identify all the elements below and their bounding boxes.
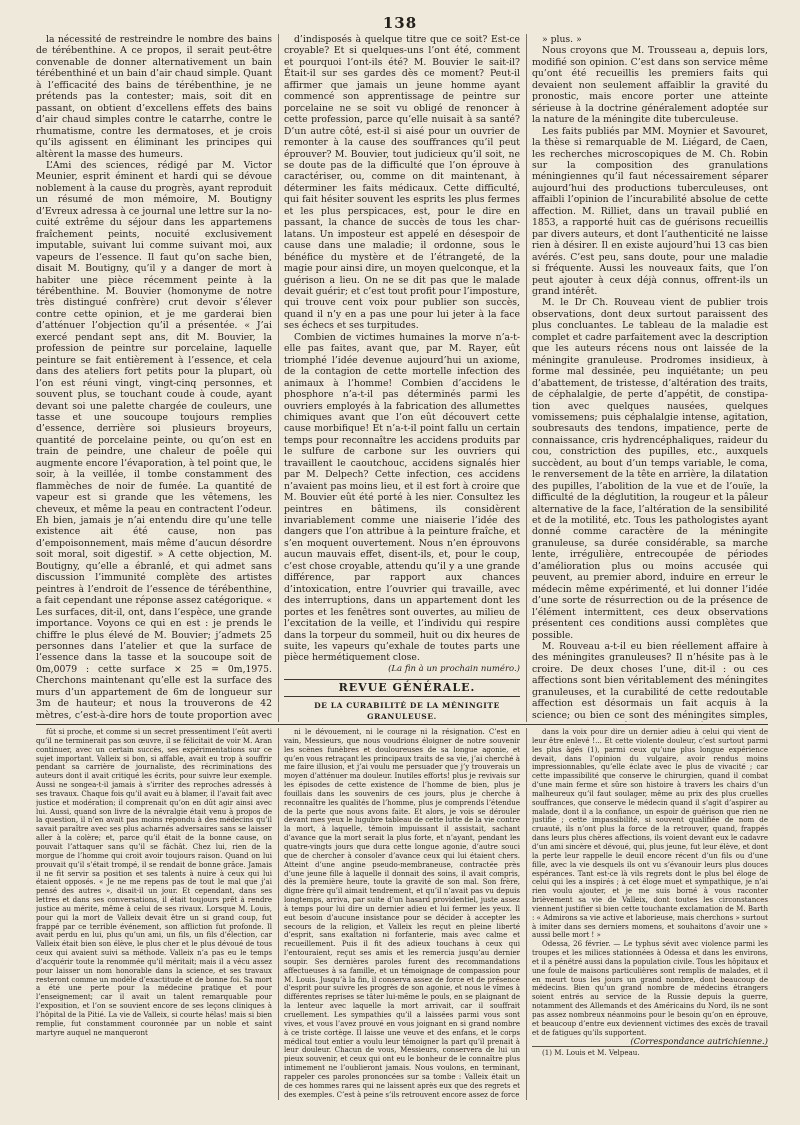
column-divider	[526, 34, 527, 722]
column-divider	[278, 34, 279, 722]
column-2	[284, 34, 520, 722]
section-subtitle: DE LA CURABILITÉ DE LA MÉNINGITE GRANULEUSE.	[314, 700, 500, 722]
section-title: REVUE GÉNÉRALE.	[338, 681, 476, 695]
paragraph: Combien de victimes humaines la morve n’a-t-elle pas faites, avant que, par M. Rayer, eût triomphé l’idée devenue aujourd’hui un axiome, de la contagion de cette mortelle infection des animaux à l’homme! Combien d’accidens le phosphore n’a-t-il pas déterminés parmi les ouvriers employés à la fabrication des allumettes chimiques avant que l’on eût découvert cette cause morbifique! Et n’a-t-il point fallu un certain temps pour reconnaître les accidens produits par le sulfure de carbone sur les ouvriers qui travaillent le caoutchouc, accidens signalés hier par M. Delpech? Cette infection, ces accidens n’avaient pas moins lieu, et il est fort à croire que M. Bouvier eût été porté à les nier. Consultez les peintres en bâtimens, ils considèrent invariablement comme une niaiserie l’idée des dangers que l’on attribue à la peinture fraîche, et s’en moquent ouvertement. Nous n’en éprouvons aucun mauvais effet, disent-ils, et, pour le coup, c’est chose croyable, attendu qu’il y a une grande différence, par rapport aux chances d’intoxication, entre l’ouvrier qui travaille, avec des interruptions, dans un appartement dont les portes et les fenêtres sont ouvertes, au milieu de l’excitation de la veille, et l’individu qui respire dans la torpeur du sommeil, huit ou dix heures de suite, les vapeurs qu’exhale de toutes parts une pièce hermétiquement close.	[284, 331, 520, 664]
paragraph: d’indisposés à quelque titre que ce soit? Est-ce croyable? Et si quelques-uns l’ont été, comment et pourquoi l’ont-ils été? M. Bouvier le sait-il? Était-il sur ses gardes dès ce moment? Peut-il affirmer que jamais un jeune homme ayant commencé son apprentissage de peintre sur porcelaine ne se soit vu obligé de renoncer à cette profession, parce qu’elle nuisait à sa santé? D’un autre côté, est-il si aisé pour un ouvrier de remonter à la cause des souffrances qu’il peut éprouver? M. Bouvier, tout judicieux qu’il soit, ne se doute pas de la difficulté que l’on éprouve à caractériser, ou, comme on dit maintenant, à déterminer les faits médicaux. Cette difficulté, qui fait hésiter souvent les esprits les plus fermes et les plus perspicaces, est, pour le dire en passant, la chance de succès de tous les charlatans. Un imposteur est appelé en désespoir de cause dans une maladie; il ordonne, sous le bénéfice du mystère et de l’étrangeté, de la magie pour ainsi dire, un moyen quelconque, et la guérison a lieu. On ne se dit pas que le malade devait guérir; et c’est tout profit pour l’imposture, qui trouve cent voix pour publier son succès, quand il n’y en a pas une pour lui jeter à la face ses échecs et ses turpitudes.	[284, 34, 520, 332]
page-number: 138	[382, 14, 418, 32]
paragraph: ni le dévouement, ni le courage ni la résignation. C’est en vain, Messieurs, que nous voudrions éloigner de notre souvenir les scènes funèbres et douloureuses de sa longue agonie, et qu’en vous retraçant les principaux traits de sa vie, j’ai cherché à me faire illusion, et j’ai voulu me persuader que j’y trouverais un moyen d’atténuer ma douleur. Inutiles efforts! plus je revivais sur les épisodes de cette existence de l’homme de bien, plus je fouillais dans les souvenirs de ces jours, plus je cherche à reconnaître les qualités de l’homme, plus je comprends l’étendue de la perte que nous avons faite. Et alors, je vois se dérouler devant mes yeux le lugubre tableau de cette lutte de la vie contre la mort, à laquelle, témoin impuissant il assistait, sachant d’avance que la mort serait la plus forte, et n’ayant, pendant les quatre-vingts jours que dura cette longue agonie, d’autre souci que de chercher à consoler d’avance ceux qui lui étaient chers. Atteint d’une angine pseudo-membraneuse, contractée près d’une jeune fille à laquelle il donnait des soins, il avait compris, dès la première heure, toute la gravité de son mal. Son frère, digne frère qu’il aimait tendrement, et qu’il n’avait pas vu depuis longtemps, arriva, par suite d’un hasard providentiel, juste assez à temps pour lui dire un dernier adieu et lui fermer les yeux. Il eut besoin d’aucune insistance pour se décider à accepter les secours de la religion, et Valleix les reçut en pleine liberté d’esprit, sans exaltation ni forfanterie, mais avec calme et recueillement. Puis il fit des adieux touchans à ceux qui l’entouraient, reçut ses amis et les remercia jusqu’au dernier soupir. Ses dernières paroles furent des recommandations affectueuses à sa famille, et un témoignage de compassion pour M. Louis. Jusqu’à la fin, il conserva assez de force et de présence d’esprit pour suivre les progrès de son agonie, et nous le vîmes à différentes reprises se tâter lui-même le pouls, en se plaignant de la lenteur avec laquelle la mort arrivait, car il souffrait cruellement. Les sympathies qu’il a laissées parmi vous sont vives, et vous l’avez prouvé en vous joignant en si grand nombre à ce triste cortège. Il laisse une veuve et des enfans, et le corps médical tout entier a voulu leur témoigner la part qu’il prenait à leur douleur. Chacun de vous, Messieurs, conservera de lui un pieux souvenir, et ceux qui ont eu le bonheur de le connaître plus intimement ne l’oublieront jamais. Nous voulons, en terminant, rappeler ces paroles prononcées sur sa tombe : Valleix était un de ces hommes rares qui ne laissent après eux que des regrets et des exemples. C’est à peine s’ils retrouvent encore assez de force	[284, 728, 520, 1099]
bottom-column-2	[284, 728, 520, 1100]
paragraph: » plus. »	[542, 34, 582, 45]
column-1	[36, 34, 272, 722]
paragraph: dans la voix pour dire un dernier adieu à celui qui vient de leur être enlevé !... Et cette violente douleur, c’est surtout parmi les plus âgés (1), parmi ceux qu’une plus longue expérience devait, dans l’opinion du vulgaire, avoir rendus moins impressionnables, qu’elle éclate avec le plus de vivacité ; car cette impassibilité que conserve le chirurgien, quand il combat d’une main ferme et sûre son histoire à travers les chairs d’un malheureux qu’il faut soulager, même au prix des plus cruelles souffrances, que conserve le médecin quand il s’agit d’aspirer au malade, dont il a la confiance, un espoir de guérison que rien ne justifie ; cette impassibilité, si souvent qualifiée de nom de cruauté, ils n’ont plus la force de la retrouver, quand, frappés dans leurs plus chères affections, ils voient devant eux le cadavre d’un ami sincère et dévoué, qui, plus jeune, fut leur élève, et dont la perte leur rappelle le deuil encore récent d’un fils ou d’une fille, avec la vie desquels ils ont vu s’évanouir leurs plus douces espérances. Tant est-ce là vils regrets dont le plus bel éloge de celui qui les a inspirés ; à cet éloge muet et sympathique, je n’ai rien voulu ajouter, et je me suis borné à vous raconter brièvement sa vie de Valleix, dont toutes les circonstances viennent justifier si bien cette touchante exclamation de M. Barth : « Admirons sa vie active et laborieuse, mais cherchons » surtout à imiter dans ses derniers momens, et souhaitons d’avoir une » aussi belle mort ! »	[532, 728, 768, 940]
section-divider	[36, 724, 768, 725]
paragraph: M. le Dr Ch. Rouveau vient de publier trois observations, dont deux surtout paraissent des plus concluantes. Le tableau de la maladie est complet et cadre parfaitement avec la description que les auteurs récens nous ont laissée de la méningite granuleuse. Prodromes insidieux, à forme mal dessinée, peu inquiétante; un peu d’abattement, de tristesse, d’altération des traits, de céphalalgie, de perte d’appétit, de constipation avec quelques nausées, quelques vomissemens; puis céphalalgie intense, agitation, soubresauts des tendons, impatience, perte de connaissance, cris hydrencéphaliques, raideur du cou, constriction des pupilles, etc., auxquels succèdent, au bout d’un temps variable, le coma, le renversement de la tête en arrière, la dilatation des pupilles, l’abolition de la vue et de l’ouïe, la difficulté de la déglutition, la rougeur et la pâleur alternative de la face, l’altération de la sensibilité et de la motilité, etc. Tous les pathologistes ayant donné comme caractère de la méningite granuleuse, sa durée considérable, sa marche lente, irrégulière, entrecoupée de périodes d’amélioration plus ou moins accusée qui peuvent, au premier abord, induire en erreur le médecin même expérimenté, et lui donner l’idée d’une sorte de résurrection ou de la présence de l’élément intermittent, ces deux observations présentent ces conditions aussi complètes que possible.	[532, 297, 768, 641]
bottom-column-1	[36, 728, 272, 1100]
paragraph: la nécessité de restreindre le nombre des bains de térébenthine. A ce propos, il serait peut-être convenable de donner alternativement un bain térébenthiné et un bain d’air chaud simple. Quant à l’efficacité des bains de térébenthine, je ne prétends pas la contester; mais, soit dit en passant, on obtient d’excellens effets des bains d’air chaud simples contre le catarrhe, contre le rhumatisme, contre les dermatoses, et je crois qu’ils agissent en éliminant les principes qui altèrent la masse des humeurs.	[36, 34, 272, 160]
paragraph: Nous croyons que M. Trousseau a, depuis lors, modifié son opinion. C’est dans son service même qu’ont été recueillis les premiers faits qui devaient non seulement affaiblir la gravité du pronostic, mais encore porter une atteinte sérieuse à la doctrine généralement adoptée sur la nature de la méningite dite tuberculeuse.	[532, 45, 768, 126]
column-divider	[278, 728, 279, 1100]
column-divider	[526, 728, 527, 1100]
news-item: Odessa, 26 février. — Le typhus sévit avec violence parmi les troupes et les milices stationnées à Odessa et dans les environs, et il a pénétré aussi dans la population civile. Tous les hôpitaux et une foule de maisons particulières sont remplis de malades, et il en meurt tous les jours un grand nombre, dont beaucoup de médecins. Bien qu’un grand nombre de médecins étrangers soient entrés au service de la Russie depuis la guerre, notamment des Allemands et des Américains du Nord, ils ne sont pas assez nombreux néanmoins pour le besoin qu’on en éprouve, et beaucoup d’entre eux deviennent victimes des excès de travail et de fatigues qu’ils supportent.	[532, 939, 768, 1037]
paragraph: Les faits publiés par MM. Moynier et Savouret, la thèse si remarquable de M. Liégard, de Caen, les recherches microscopiques de M. Ch. Robin sur la composition des granulations méningiennes qu’il faut nécessairement séparer aujourd’hui des productions tuberculeuses, ont affaibli l’opinion de l’incurabilité absolue de cette affection. M. Rilliet, dans un travail publié en 1853, a rapporté huit cas de guérisons recueillis par divers auteurs, et dont l’authenticité ne laisse rien à désirer. Il en existe aujourd’hui 13 cas bien avérés. C’est peu, sans doute, pour une maladie si fréquente. Aussi les nouveaux faits, que l’on peut ajouter à ceux déjà connus, offrent-ils un grand intérêt.	[532, 125, 768, 297]
paragraph: M. Rouveau a-t-il eu bien réellement affaire à des méningites granuleuses? Il n’hésite pas à le croire. De deux choses l’une, dit-il : ou ces affections sont bien véritablement des méningites granuleuses, et la curabilité de cette redoutable affection est désormais un fait acquis à la science; ou bien ce sont des méningites simples,	[532, 641, 768, 721]
paragraph: fût si proche, et comme si un secret pressentiment l’eût averti qu’il ne terminerait pas son œuvre, il se félicitait de voir M. Aran continuer, avec un certain succès, ses expérimentations sur ce sujet important. Valleix si bon, si affable, avait eu trop à souffrir pendant sa carrière de journaliste, des récriminations des auteurs dont il avait critiqué les écrits, pour suivre leur exemple. Aussi ne songea-t-il jamais à s’irriter des reproches adressés à ses travaux. Chaque fois qu’il avait eu à blamer, il l’avait fait avec justice et modération; il comprenait qu’on en dût agir ainsi avec lui. Aussi, quand son livre de la névralgie était venu à propos de la question, il n’en avait pas moins répondu à des médecins qu’il savait paraître avec ses plus acharnés adversaires sans se laisser aller à la colère; et, parce qu’il était de la bonne cause, on pouvait l’attaquer sans qu’il se fâchât. Chez lui, rien de la morgue de l’homme qui croit avoir toujours raison. Quand on lui prouvait qu’il s’était trompé, il se rendait de bonne grâce. Jamais il ne fit servir sa position et ses talents à nuire à ceux qui lui étaient opposés. « Je ne me repens pas de tout le mal que j’ai pensé des autres », disait-il un jour. Et cependant, dans ses lettres et dans ses conversations, il était toujours prêt à rendre justice au mérite, même à celui de ses rivaux. Lorsque M. Louis, pour qui la mort de Valleix devait être un si grand coup, fut frappé par ce terrible événement, son affliction fut profonde. Il avait perdu en lui, plus qu’un ami, un fils, un fils d’élection, car Valleix était bien son élève, le plus cher et le plus dévoué de tous ceux qui avaient suivi sa méthode. Valleix n’a pas eu le temps d’acquérir toute la renommée qu’il méritait; mais il a vécu assez pour laisser un nom honorable dans la science, et ses travaux resteront comme un modèle d’exactitude et de bonne foi. Sa mort a été une perte pour la médecine pratique et pour l’enseignement; car il avait un talent remarquable pour l’exposition, et l’on se souvient encore de ses leçons cliniques à l’hôpital de la Pitié. La vie de Valleix, si courte hélas! mais si bien remplie, fut constamment couronnée par un noble et saint martyre auquel ne manqueront	[36, 728, 272, 1037]
bottom-column-3	[532, 728, 768, 1100]
paragraph: L’Ami des sciences, rédigé par M. Victor Meunier, esprit éminent et hardi qui se dévoue noblement à la cause du progrès, ayant reproduit un résumé de mon mémoire, M. Boutigny d’Evreux adressa à ce journal une lettre sur la nocuité extrême du séjour dans les appartemens fraîchement peints, nocuité exclusivement imputable, suivant lui comme suivant moi, aux vapeurs de l’essence. Il faut qu’on sache bien, disait M. Boutigny, qu’il y a danger de mort à habiter une pièce récemment peinte à la térébenthine. M. Bouvier (homonyme de notre très distingué confrère) crut devoir s’élever contre cette opinion, et je me garderai bien d’atténuer l’objection qu’il a présentée. « J’ai exercé pendant sept ans, dit M. Bouvier, la profession de peintre sur porcelaine, laquelle peinture se fait entièrement à l’essence, et cela dans des ateliers fort petits pour la plupart, où l’on est réuni vingt, vingt-cinq personnes, et souvent plus, se touchant coude à coude, ayant devant soi une palette chargée de couleurs, une tasse et une soucoupe toujours remplies d’essence, derrière soi plusieurs broyeurs, quantité de porcelaine peinte, ou qu’on est en train de peindre, une chaleur de poêle qui augmente encore l’évaporation, à tel point que, le soir, à la veillée, il tombe constamment des flammèches de noir de fumée. La quantité de vapeur est si grande que les vêtemens, les cheveux, et même la peau en contractent l’odeur. Eh bien, jamais je n’ai entendu dire qu’une telle existence ait été cause, non pas d’empoisonnement, mais même d’aucun désordre soit moral, soit digestif. » A cette objection, M. Boutigny, qu’elle a ébranlé, et qui admet sans discussion l’immunité complète des artistes peintres à l’endroit de l’essence de térébenthine, a fait cependant une réponse assez catégorique. « Les surfaces, dit-il, ont, dans l’espèce, une grande importance. Voyons ce qui en est : je prends le chiffre le plus élevé de M. Bouvier; j’admets 25 personnes dans l’atelier et que la surface de l’essence dans la tasse et la soucoupe soit de 0m,0079 : cette surface × 25 = 0m,1975. Cherchons maintenant qu’elle est la surface des murs d’un appartement de 6m de longueur sur 3m de hauteur; et nous la trouverons de 42 mètres, c’est-à-dire hors de toute proportion avec	[36, 159, 272, 721]
footnote: (1) M. Louis et M. Velpeau.	[532, 1046, 768, 1058]
source-citation: (Correspondance autrichienne.)	[630, 1036, 768, 1047]
continuation-note: (La fin à un prochain numéro.)	[388, 663, 520, 674]
column-3	[532, 34, 768, 722]
section-header	[284, 679, 520, 696]
